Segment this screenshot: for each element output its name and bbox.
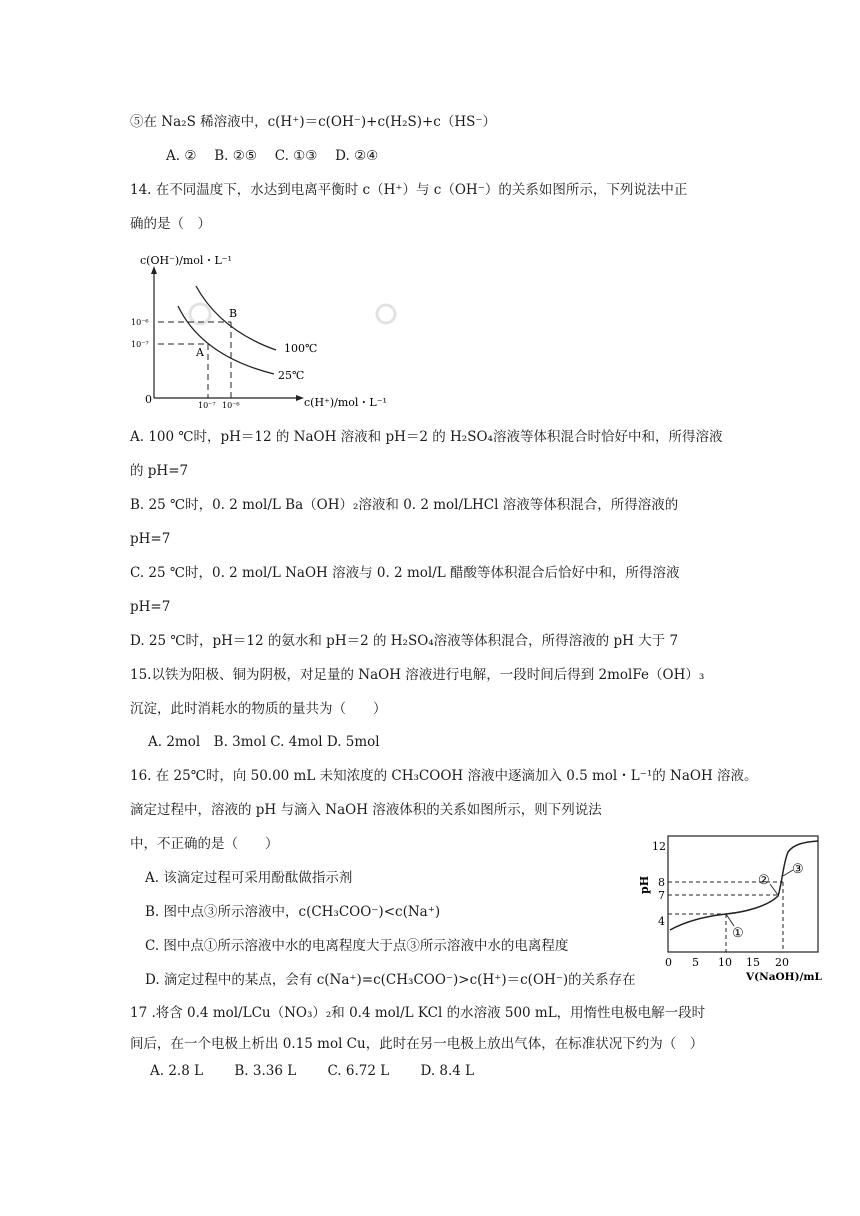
y-axis-arrow	[151, 266, 157, 274]
x-tick-1e-7: 10⁻⁷	[198, 401, 216, 410]
q14-option-b-line2: pH=7	[130, 531, 171, 547]
q16-option-b: B. 图中点③所示溶液中，c(CH₃COO⁻)<c(Na⁺)	[145, 904, 441, 920]
q14-stem-line2: 确的是（ ）	[130, 216, 211, 232]
point-3-label: ③	[792, 862, 804, 877]
q15-stem-line2: 沉淀，此时消耗水的物质的量共为（ ）	[130, 701, 387, 717]
y-tick-1e-6: 10⁻⁶	[131, 318, 149, 327]
origin-label: 0	[145, 393, 152, 406]
y-tick-8: 8	[658, 876, 665, 889]
point-a-label: A	[196, 346, 204, 359]
q17-options: A. 2.8 L B. 3.36 L C. 6.72 L D. 8.4 L	[150, 1063, 475, 1079]
x-tick-1e-6: 10⁻⁶	[222, 401, 240, 410]
curve-25c-label: 25℃	[278, 369, 305, 382]
point-2-label: ②	[758, 873, 770, 888]
x-tick-5: 5	[692, 956, 699, 969]
x-tick-0: 0	[665, 956, 672, 969]
q16-option-d: D. 滴定过程中的某点，会有 c(Na⁺)=c(CH₃COO⁻)>c(H⁺)＝c(OH⁻)的关系存在	[145, 972, 636, 988]
curve-25c	[178, 306, 274, 374]
q15-stem-line1: 15.以铁为阳极、铜为阴极，对足量的 NaOH 溶液进行电解，一段时间后得到 2molFe（OH）₃	[130, 667, 705, 683]
x-tick-15: 15	[746, 956, 760, 969]
curve-100c-label: 100℃	[284, 342, 318, 355]
titration-curve	[670, 841, 818, 930]
q17-stem-line2: 间后，在一个电极上析出 0.15 mol Cu，此时在另一电极上放出气体，在标准状况下约为（ ）	[130, 1036, 704, 1052]
point-b-label: B	[229, 307, 238, 320]
q14-option-c-line1: C. 25 ℃时，0. 2 mol/L NaOH 溶液与 0. 2 mol/L 醋酸等体积混合后恰好中和，所得溶液	[130, 565, 680, 581]
ph-axis-label: pH	[638, 875, 651, 894]
volume-axis-label: V(NaOH)/mL	[746, 971, 822, 983]
y-tick-4: 4	[658, 915, 665, 928]
q16-stem-line2: 滴定过程中，溶液的 pH 与滴入 NaOH 溶液体积的关系如图所示，则下列说法	[130, 802, 602, 818]
q13-item-5: ⑤在 Na₂S 稀溶液中，c(H⁺)＝c(OH⁻)+c(H₂S)+c（HS⁻）	[130, 114, 497, 130]
x-axis-arrow	[296, 395, 304, 401]
q15-options: A. 2mol B. 3mol C. 4mol D. 5mol	[148, 734, 380, 750]
point2-leader	[770, 884, 778, 895]
q14-option-b-line1: B. 25 ℃时，0. 2 mol/L Ba（OH）₂溶液和 0. 2 mol/LHCl 溶液等体积混合，所得溶液的	[130, 497, 679, 513]
q14-stem-line1: 14. 在不同温度下，水达到电离平衡时 c（H⁺）与 c（OH⁻）的关系如图所示，下列说法中正	[130, 182, 688, 198]
q14-option-c-line2: pH=7	[130, 599, 171, 615]
y-tick-1e-7: 10⁻⁷	[131, 340, 149, 349]
point1-leader	[726, 914, 734, 926]
q16-option-c: C. 图中点①所示溶液中水的电离程度大于点③所示溶液中水的电离程度	[145, 938, 569, 954]
q13-options: A. ② B. ②⑤ C. ①③ D. ②④	[166, 148, 379, 164]
q16-stem-line1: 16. 在 25℃时，向 50.00 mL 未知浓度的 CH₃COOH 溶液中逐滴加入 0.5 mol・L⁻¹的 NaOH 溶液。	[130, 768, 758, 784]
y-axis-label: c(OH⁻)/mol・L⁻¹	[140, 254, 232, 267]
x-tick-10: 10	[718, 956, 732, 969]
q16-stem-line3: 中，不正确的是（ ）	[130, 836, 279, 852]
q14-option-a-line1: A. 100 ℃时，pH＝12 的 NaOH 溶液和 pH＝2 的 H₂SO₄溶液等体积混合时恰好中和，所得溶液	[130, 429, 723, 445]
q14-option-d: D. 25 ℃时，pH＝12 的氨水和 pH＝2 的 H₂SO₄溶液等体积混合，所得溶液的 pH 大于 7	[130, 633, 679, 649]
y-tick-12: 12	[652, 840, 666, 853]
point-1-label: ①	[732, 926, 744, 941]
x-tick-20: 20	[775, 956, 789, 969]
q17-stem-line1: 17 .将含 0.4 mol/LCu（NO₃）₂和 0.4 mol/L KCl 的水溶液 500 mL，用惰性电极电解一段时	[130, 1005, 706, 1021]
q16-option-a: A. 该滴定过程可采用酚酞做指示剂	[145, 870, 353, 886]
water-ionization-figure	[128, 248, 408, 418]
q14-option-a-line2: 的 pH=7	[130, 463, 189, 479]
titration-curve-figure	[628, 828, 828, 988]
watermark-logo	[190, 304, 395, 324]
x-axis-label: c(H⁺)/mol・L⁻¹	[304, 396, 387, 409]
y-tick-7: 7	[658, 889, 665, 902]
